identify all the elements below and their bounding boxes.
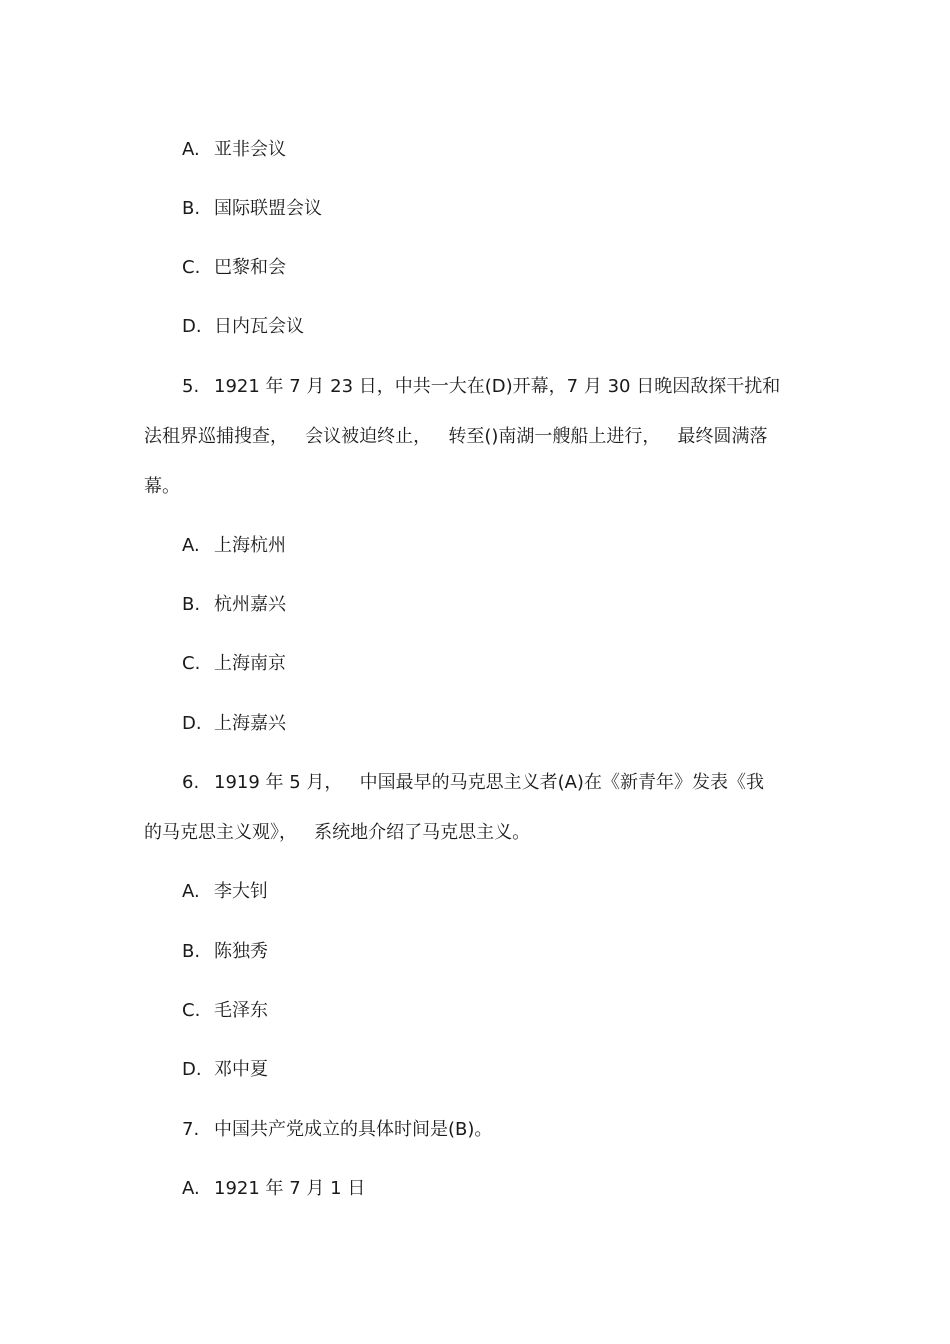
question-5-line-2: 法租界巡捕搜查， 会议被迫终止， 转至()南湖一艘船上进行， 最终圆满落	[144, 426, 768, 447]
q4-option-c: C. 巴黎和会	[182, 257, 286, 278]
q5-option-c: C. 上海南京	[182, 653, 286, 674]
q6-option-c: C. 毛泽东	[182, 1000, 268, 1021]
q5-option-a: A. 上海杭州	[182, 535, 286, 556]
question-5	[144, 375, 809, 499]
question-6-line-2: 的马克思主义观》， 系统地介绍了马克思主义。	[144, 822, 531, 843]
question-5-line-1: 5. 1921 年 7 月 23 日，中共一大在(D)开幕，7 月 30 日晚因敌探干扰和	[182, 376, 781, 397]
q4-option-b: B. 国际联盟会议	[182, 198, 322, 219]
question-6	[144, 771, 809, 845]
question-7	[144, 1118, 809, 1142]
q6-option-a: A. 李大钊	[182, 881, 268, 902]
question-5-line-3: 幕。	[144, 476, 180, 497]
question-6-line-1: 6. 1919 年 5 月， 中国最早的马克思主义者(A)在《新青年》发表《我	[182, 772, 764, 793]
q4-option-a: A. 亚非会议	[182, 139, 286, 160]
q4-option-d: D. 日内瓦会议	[182, 316, 304, 337]
q6-option-b: B. 陈独秀	[182, 941, 268, 962]
q5-option-b: B. 杭州嘉兴	[182, 594, 286, 615]
question-7-line-1: 7. 中国共产党成立的具体时间是(B)。	[182, 1119, 493, 1140]
q6-option-d: D. 邓中夏	[182, 1059, 268, 1080]
q5-option-d: D. 上海嘉兴	[182, 713, 286, 734]
q7-option-a: A. 1921 年 7 月 1 日	[182, 1178, 366, 1199]
